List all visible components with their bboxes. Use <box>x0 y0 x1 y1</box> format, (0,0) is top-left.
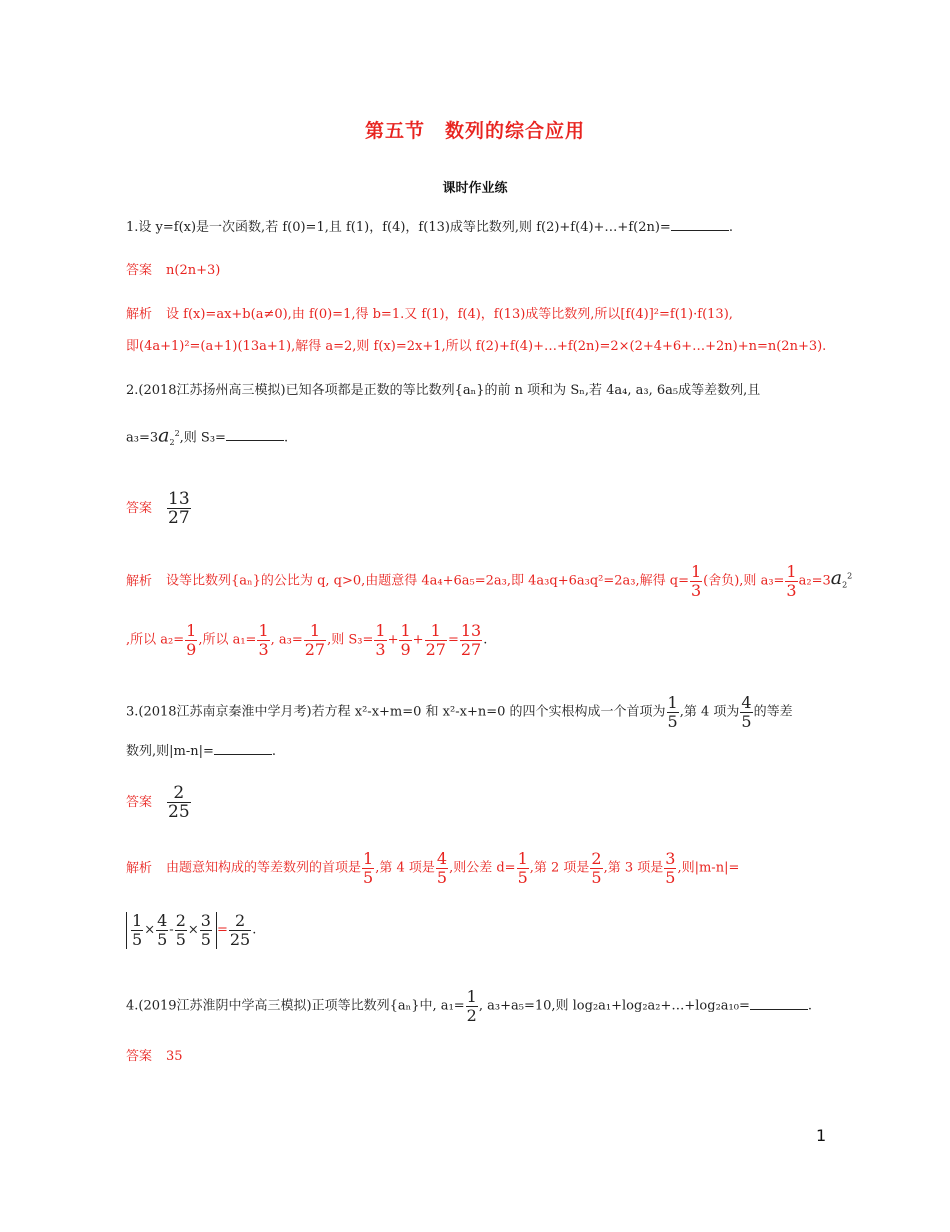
q3-first-fraction: $\frac{1}{5}$ <box>667 693 678 731</box>
q3-stem-c: 的等差 <box>753 704 793 720</box>
page-number: 1 <box>816 1126 827 1145</box>
q4-blank <box>750 997 808 1010</box>
q2-line2-b: ,所以 a₁= <box>198 632 257 648</box>
q2-analysis-b: (舍负),则 a₃= <box>703 573 785 589</box>
q3-blank <box>214 742 272 755</box>
q3-analysis-c: ,则公差 d= <box>449 860 516 876</box>
q3-analysis-a: 由题意知构成的等差数列的首项是 <box>166 860 362 876</box>
q3-abs-expression: $\frac{1}{5}$ × $\frac{4}{5}$ - $\frac{2}{5}$ × $\frac{3}{5}$ <box>126 912 217 949</box>
q1-analysis-text1: 设 f(x)=ax+b(a≠0),由 f(0)=1,得 b=1.又 f(1)，f(4)，f(13)成等比数列,所以[f(4)]²=f(1)·f(13), <box>166 307 733 322</box>
q2-analysis-line1 <box>126 563 852 600</box>
q2-stem <box>126 381 760 401</box>
q1-analysis-label: 解析 <box>126 307 153 322</box>
q3-analysis-e: ,第 3 项是 <box>603 860 664 876</box>
q3-b-fraction: $\frac{4}{5}$ <box>436 849 448 887</box>
q2-answer-fraction: $\frac{13}{27}$ <box>168 489 190 528</box>
q2-blank <box>226 428 284 441</box>
q3-fourth-fraction: $\frac{4}{5}$ <box>741 693 752 731</box>
q2-analysis-a: 设等比数列{aₙ}的公比为 q, q>0,由题意得 4a₄+6a₅=2a₃,即 4a₃q+6a₃q²=2a₃,解得 q= <box>166 573 689 589</box>
q2-stem2-a: a₃=3 <box>126 430 159 446</box>
q2-line2-c: , a₃= <box>270 632 303 648</box>
q3-result-fraction: $\frac{2}{25}$ <box>229 911 251 949</box>
q3-answer-fraction: $\frac{2}{25}$ <box>168 783 190 822</box>
q3-e-fraction: $\frac{3}{5}$ <box>665 849 676 887</box>
section-subtitle: 课时作业练 <box>442 181 508 196</box>
q2-analysis-label: 解析 <box>126 573 153 589</box>
q3-stem2-text: 数列,则|m-n|= <box>126 744 214 759</box>
q3-stem <box>126 694 793 731</box>
q3-analysis-d: ,第 2 项是 <box>529 860 590 876</box>
q4-answer-label: 答案 <box>126 1049 153 1064</box>
q3-answer <box>126 784 192 821</box>
q4-stem-a: 4.(2019江苏淮阴中学高三模拟)正项等比数列{aₙ}中, a₁= <box>126 998 465 1014</box>
q2-answer-label: 答案 <box>126 500 153 516</box>
q2-stem-text: 2.(2018江苏扬州高三模拟)已知各项都是正数的等比数列{aₙ}的前 n 项和为 Sₙ,若 4a₄, a₃, 6a₅成等差数列,且 <box>126 383 761 398</box>
q2-sum-fraction: $\frac{13}{27}$ <box>460 621 482 659</box>
q1-analysis-text2: 即(4a+1)²=(a+1)(13a+1),解得 a=2,则 f(x)=2x+1,所以 f(2)+f(4)+…+f(2n)=2×(2+4+6+…+2n)+n=n(2n+3). <box>126 339 827 354</box>
q2-a2-fraction: $\frac{1}{9}$ <box>186 621 197 659</box>
q2-stem-line2: $a_3=3a_2^2$,则 S₃= . <box>126 424 289 447</box>
q4-answer-value: 35 <box>166 1049 183 1064</box>
q3-stem-b: ,第 4 项为 <box>679 704 740 720</box>
q1-answer-label: 答案 <box>126 263 153 278</box>
q4-a1-fraction: $\frac{1}{2}$ <box>466 987 477 1025</box>
q2-answer <box>126 490 192 527</box>
q4-answer <box>126 1047 183 1067</box>
q4-stem: 4.(2019江苏淮阴中学高三模拟)正项等比数列{aₙ}中, a₁= $\frac{1}{2}$ , a₃+a₅=10,则 log₂a₁+log₂a₂+…+log₂a₁₀= . <box>126 987 813 1025</box>
q3-a-fraction: $\frac{1}{5}$ <box>363 849 374 887</box>
q3-analysis-label: 解析 <box>126 860 153 876</box>
q2-s2-fraction: $\frac{1}{9}$ <box>400 621 411 659</box>
q1-analysis-line1 <box>126 305 733 325</box>
q4-stem-b: , a₃+a₅=10,则 log₂a₁+log₂a₂+…+log₂a₁₀= <box>478 998 750 1014</box>
q1-stem-text: 1.设 y=f(x)是一次函数,若 f(0)=1,且 f(1)，f(4)，f(13)成等比数列,则 f(2)+f(4)+…+f(2n)= <box>126 220 671 235</box>
q2-s3-fraction: $\frac{1}{27}$ <box>425 621 446 659</box>
page-title: 第五节 数列的综合应用 <box>364 120 585 142</box>
q2-stem2-b: ,则 S₃= <box>179 430 226 446</box>
q3-analysis-line2: $\frac{1}{5}$ × $\frac{4}{5}$ - $\frac{2}{5}$ × $\frac{3}{5}$ = $\frac{2}{25}$ . <box>126 912 256 949</box>
q2-q-fraction: $\frac{1}{3}$ <box>690 562 702 600</box>
q2-var-term: $a_2^2$ <box>830 567 853 590</box>
q2-analysis-c: a₂=3 <box>798 573 831 589</box>
q1-answer <box>126 261 220 281</box>
q2-analysis-line2: ,所以 a₂= $\frac{1}{9}$ ,所以 a₁= $\frac{1}{3}$ , a₃= $\frac{1}{27}$ ,则 S₃= $\frac{1}{3}$ + $\frac{1}{9}$ + $\frac{1}{27}$ = $\frac{13}{27}$ . <box>126 621 488 659</box>
q3-c-fraction: $\frac{1}{5}$ <box>517 849 528 887</box>
q2-a3b-fraction: $\frac{1}{27}$ <box>304 621 326 659</box>
q2-s1-fraction: $\frac{1}{3}$ <box>375 621 386 659</box>
q3-stem-line2: 数列,则|m-n|= . <box>126 744 277 759</box>
q1-answer-value: n(2n+3) <box>166 263 221 278</box>
q3-analysis-f: ,则|m-n|= <box>677 860 740 876</box>
q3-analysis-b: ,第 4 项是 <box>375 860 435 876</box>
q3-answer-label: 答案 <box>126 794 153 810</box>
q3-stem-a: 3.(2018江苏南京秦淮中学月考)若方程 x²-x+m=0 和 x²-x+n=0 的四个实根构成一个首项为 <box>126 704 666 720</box>
q2-var: a <box>158 424 170 447</box>
q2-a1-fraction: $\frac{1}{3}$ <box>258 621 269 659</box>
q3-d-fraction: $\frac{2}{5}$ <box>591 849 602 887</box>
q2-line2-d: ,则 S₃= <box>327 632 374 648</box>
q2-a3-fraction: $\frac{1}{3}$ <box>786 562 797 600</box>
q1-analysis-line2 <box>126 337 826 357</box>
q3-analysis-line1 <box>126 850 739 887</box>
q2-line2-a: ,所以 a₂= <box>126 632 185 648</box>
q1-blank <box>671 218 729 231</box>
q1-stem: 1.设 y=f(x)是一次函数,若 f(0)=1,且 f(1)，f(4)，f(13)成等比数列,则 f(2)+f(4)+…+f(2n)= . <box>126 220 733 235</box>
